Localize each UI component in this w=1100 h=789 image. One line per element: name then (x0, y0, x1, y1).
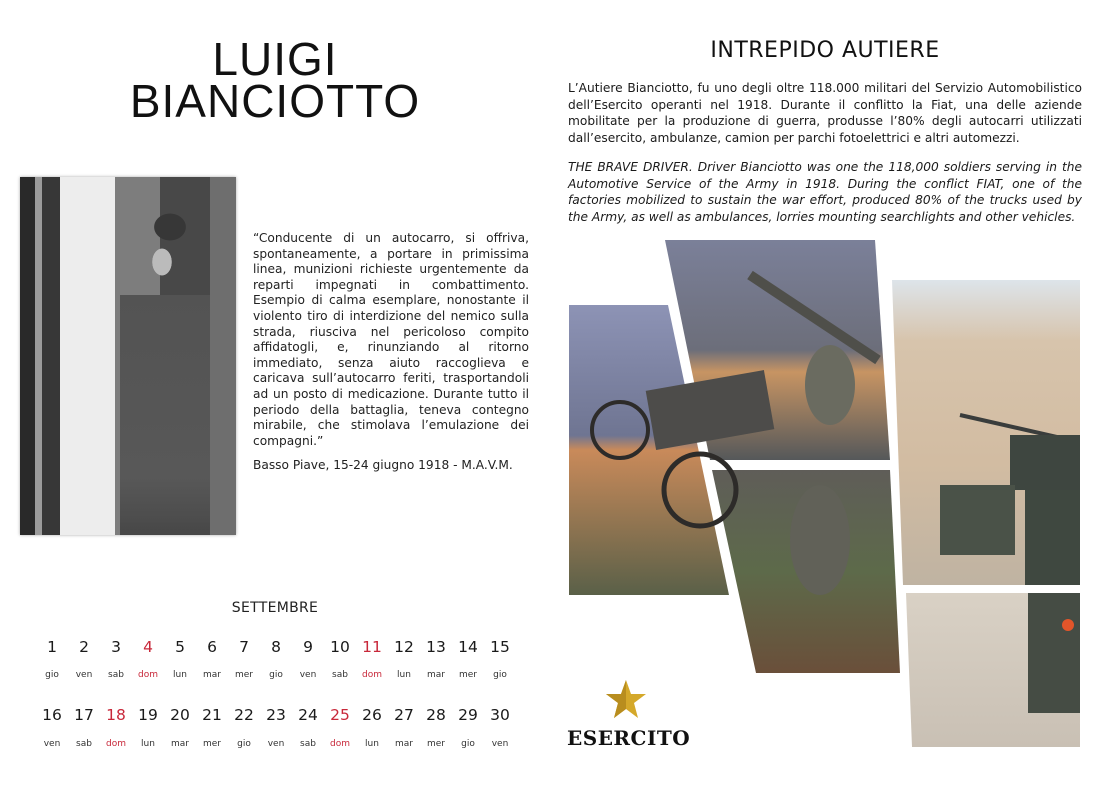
calendar-weekday: mer (458, 670, 477, 680)
calendar-row-2-days (36, 739, 516, 749)
calendar-date: 15 (490, 638, 510, 656)
calendar-date: 7 (239, 638, 249, 656)
calendar-date: 29 (458, 706, 478, 724)
calendar-weekday: gio (461, 739, 475, 749)
calendar-date: 14 (458, 638, 478, 656)
calendar-weekday: mer (234, 670, 253, 680)
calendar-weekday: ven (267, 739, 285, 749)
calendar-weekday: mar (395, 739, 413, 749)
calendar-row-2 (36, 706, 516, 724)
esercito-logo-text: ESERCITO (567, 726, 691, 750)
calendar-weekday: gio (269, 670, 283, 680)
calendar-weekday: ven (299, 670, 317, 680)
calendar-date: 1 (47, 638, 57, 656)
calendar-date: 16 (42, 706, 62, 724)
calendar-row-1 (36, 638, 516, 656)
calendar-weekday: gio (237, 739, 251, 749)
calendar-weekday: sab (300, 739, 316, 749)
calendar-weekday: ven (491, 739, 509, 749)
calendar-date: 30 (490, 706, 510, 724)
citation-source: Basso Piave, 15-24 giugno 1918 - M.A.V.M. (253, 458, 513, 472)
calendar-date: 9 (303, 638, 313, 656)
calendar-date: 2 (79, 638, 89, 656)
medal-citation-quote: “Conducente di un autocarro, si offriva, spontaneamente, a portare in primissima linea, munizioni richieste urgentemente da reparti impegnati in combattimento. Esempio di calma esemplare, nonostante il violento tiro di interdizione del nemico sulla strada, riusciva nel pericoloso compito affidatogli, e, rinunziando al ritorno immediato, senza aiuto raccoglieva e caricava sull’autocarro feriti, trasportandoli ad un posto di medicazione. Durante tutto il periodo della battaglia, teneva contegno mirabile, che stimolava l’emulazione dei compagni.” (253, 231, 529, 448)
calendar-date: 18 (106, 706, 126, 724)
title-first-name: LUIGI (212, 33, 338, 85)
calendar-month: SETTEMBRE (231, 600, 319, 616)
calendar-weekday: lun (141, 739, 155, 749)
calendar-date: 28 (426, 706, 446, 724)
calendar-date: 3 (111, 638, 121, 656)
calendar-date: 19 (138, 706, 158, 724)
calendar-weekday: dom (330, 739, 350, 749)
calendar-weekday: ven (75, 670, 93, 680)
calendar-weekday: sab (332, 670, 348, 680)
calendar-weekday: gio (493, 670, 507, 680)
calendar-date: 21 (202, 706, 222, 724)
calendar-date: 20 (170, 706, 190, 724)
calendar-weekday: lun (365, 739, 379, 749)
calendar-date: 26 (362, 706, 382, 724)
section-title: INTREPIDO AUTIERE (710, 38, 940, 63)
calendar-weekday: sab (108, 670, 124, 680)
calendar-weekday: mer (426, 739, 445, 749)
calendar-weekday: mar (427, 670, 445, 680)
page-title (100, 33, 450, 127)
portrait-photo (20, 177, 236, 535)
calendar-weekday: mar (171, 739, 189, 749)
calendar-weekday: mar (203, 670, 221, 680)
calendar-weekday: dom (138, 670, 158, 680)
calendar-date: 10 (330, 638, 350, 656)
calendar-date: 8 (271, 638, 281, 656)
calendar-row-1-days (36, 670, 516, 680)
calendar-weekday: mer (202, 739, 221, 749)
calendar-weekday: gio (45, 670, 59, 680)
title-last-name: BIANCIOTTO (129, 75, 421, 127)
calendar-date: 4 (143, 638, 153, 656)
calendar-date: 25 (330, 706, 350, 724)
calendar-weekday: dom (106, 739, 126, 749)
calendar-weekday: sab (76, 739, 92, 749)
calendar-weekday: dom (362, 670, 382, 680)
calendar-date: 13 (426, 638, 446, 656)
calendar-date: 27 (394, 706, 414, 724)
calendar-weekday: lun (173, 670, 187, 680)
esercito-star-icon (604, 678, 648, 722)
calendar-date: 11 (362, 638, 382, 656)
calendar-weekday: ven (43, 739, 61, 749)
calendar-weekday: lun (397, 670, 411, 680)
calendar-date: 23 (266, 706, 286, 724)
calendar-date: 5 (175, 638, 185, 656)
calendar-date: 6 (207, 638, 217, 656)
calendar-date: 24 (298, 706, 318, 724)
calendar-date: 17 (74, 706, 94, 724)
italian-paragraph: L’Autiere Bianciotto, fu uno degli oltre 118.000 militari del Servizio Automobilistico dell’Esercito operanti nel 1918. Durante il conflitto la Fiat, una delle aziende mobilitate per la produzione di guerra, produsse l’80% degli autocarri utilizzati dall’esercito, ambulanze, camion per parchi fotoelettrici e altri automezzi. (568, 81, 1082, 145)
english-paragraph: THE BRAVE DRIVER. Driver Bianciotto was one the 118,000 soldiers serving in the Automotive Service of the Army in 1918. During the conflict FIAT, one of the factories mobilized to sustain the war effort, produced 80% of the trucks used by the Army, as well as ambulances, lorries mounting searchlights and other vehicles. (568, 160, 1082, 224)
calendar-date: 12 (394, 638, 414, 656)
calendar-date: 22 (234, 706, 254, 724)
